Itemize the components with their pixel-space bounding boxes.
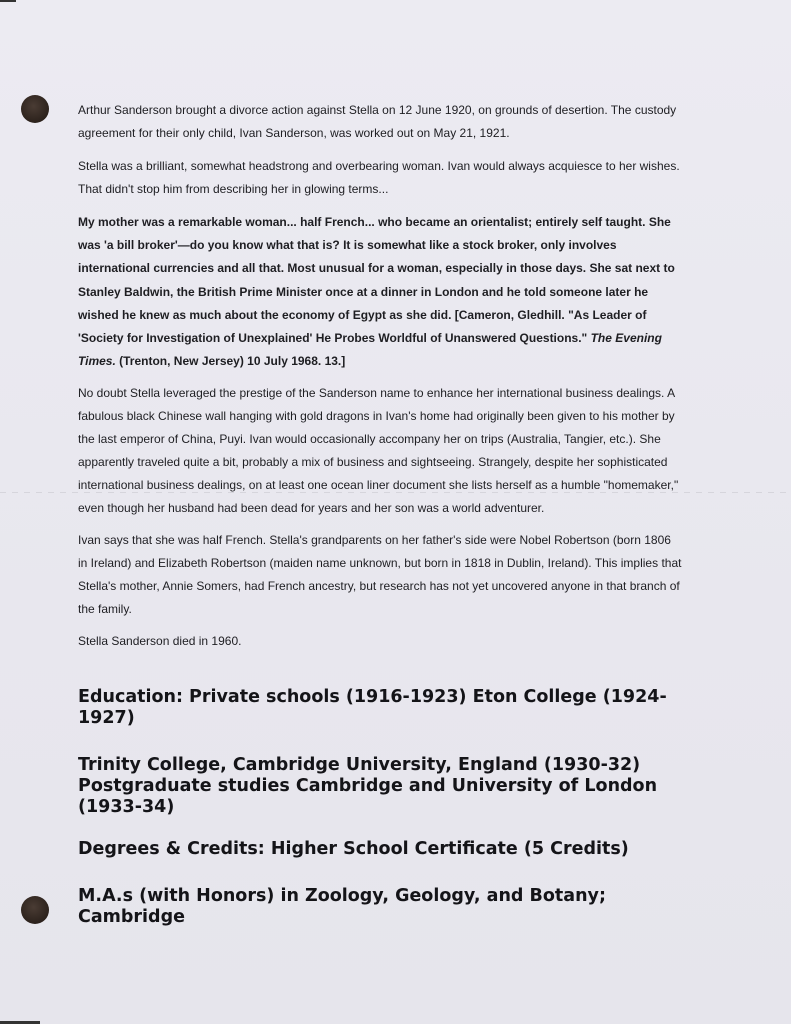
paragraph-business: No doubt Stella leveraged the prestige of the Sanderson name to enhance her international business dealings. A fabulous black Chinese wall hanging with gold dragons in Ivan's home had originally been given to his mother by the last emperor of China, Puyi. Ivan would occasionally accompany her on trips (Australia, Tangier, etc.). She apparently traveled quite a bit, probably a mix of business and sightseeing. Strangely, despite her sophisticated international business dealings, on at least one ocean liner document she lists herself as a humble "homemaker," even though her husband had been dead for years and her son was a world adventurer. [78,386,679,516]
degrees-heading: Degrees & Credits: Higher School Certificate (5 Credits) [78,839,629,859]
trinity-heading: Trinity College, Cambridge University, England (1930-32) Postgraduate studies Cambridge and University of London (1933-34) [78,755,658,817]
quote-text: My mother was a remarkable woman... half French... who became an orientalist; entirely self taught. She was 'a bill broker'—do you know what that is? It is somewhat like a stock broker, only involves international currencies and all that. Most unusual for a woman, especially in those days. She sat next to Stanley Baldwin, the British Prime Minister once at a dinner in London and he told someone later he wished he knew as much about the economy of Egypt as she did. [Cameron, Gledhill. "As Leader of 'Society for Investigation of Unexplained' He Probes Worldful of Unanswered Questions." [78,215,675,346]
paragraph-ancestry: Ivan says that she was half French. Stella's grandparents on her father's side were Nobel Robertson (born 1806 in Ireland) and Elizabeth Robertson (maiden name unknown, but born in 1818 in Dublin, Ireland). This implies that Stella's mother, Annie Somers, had French ancestry, but research has not yet uncovered anyone in that branch of the family. [78,533,682,617]
scan-edge-mark [0,0,16,2]
education-heading: Education: Private schools (1916-1923) Eton College (1924-1927) [78,687,667,728]
block-quote [78,211,683,373]
body-text [78,99,683,653]
quote-citation: (Trenton, New Jersey) 10 July 1968. 13.] [115,354,346,369]
quote-source-title: The Evening Times. [78,331,662,369]
paragraph-death: Stella Sanderson died in 1960. [78,634,242,649]
masters-heading: M.A.s (with Honors) in Zoology, Geology, and Botany; Cambridge [78,886,606,927]
punch-hole-icon [21,95,49,123]
punch-hole-icon [21,896,49,924]
paragraph-stella-character: Stella was a brilliant, somewhat headstrong and overbearing woman. Ivan would always acquiesce to her wishes. That didn't stop him from describing her in glowing terms... [78,159,680,196]
paragraph-divorce: Arthur Sanderson brought a divorce action against Stella on 12 June 1920, on grounds of desertion. The custody agreement for their only child, Ivan Sanderson, was worked out on May 21, 1921. [78,103,677,140]
